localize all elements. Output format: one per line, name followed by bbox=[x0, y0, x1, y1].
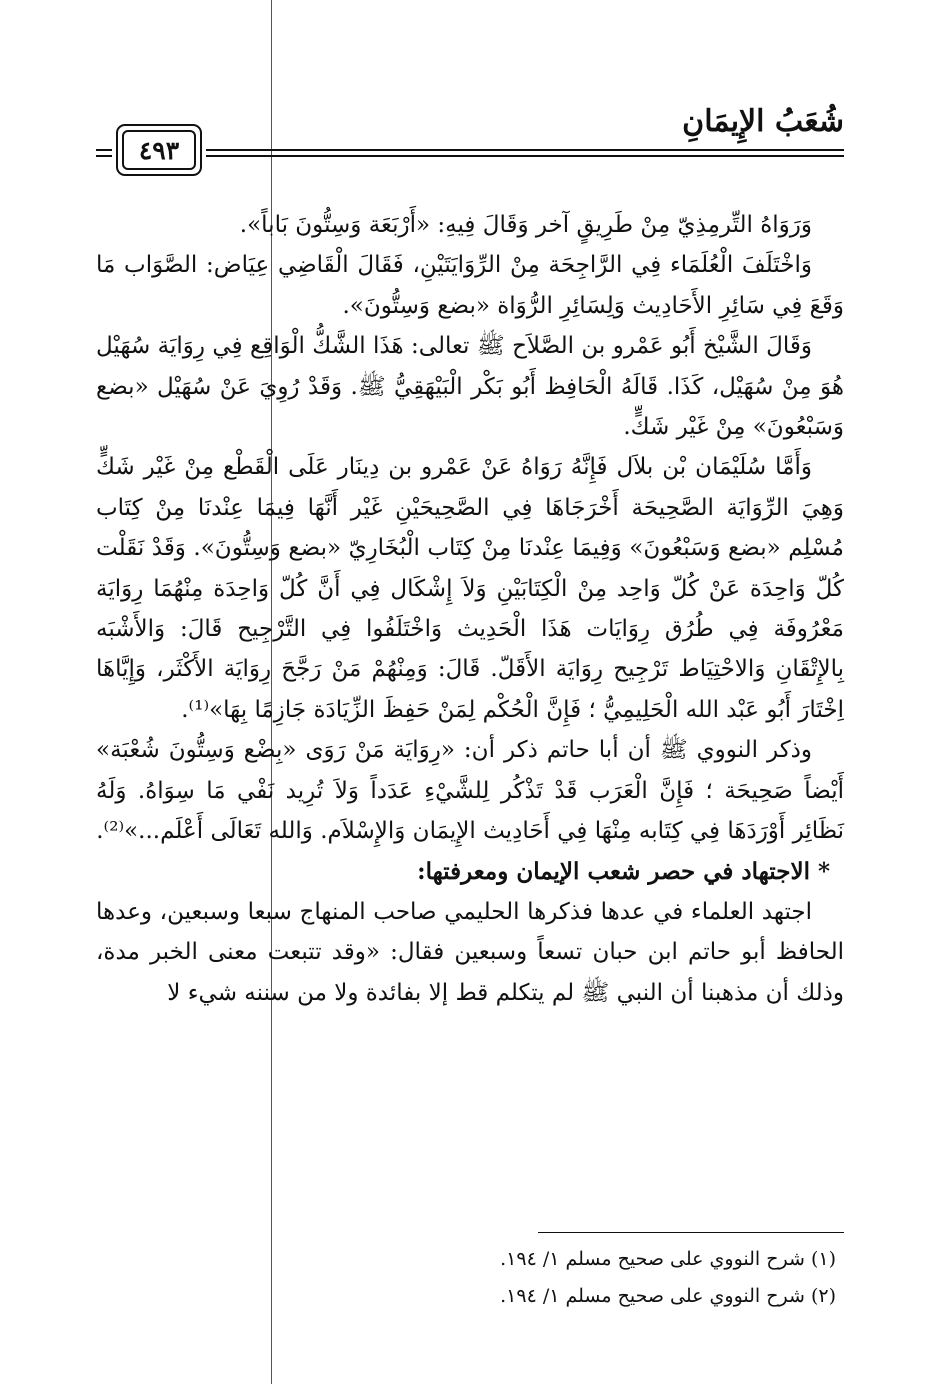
footnotes bbox=[96, 1241, 836, 1315]
header-rule bbox=[206, 155, 844, 157]
page-header bbox=[96, 96, 844, 186]
footnote-divider bbox=[538, 1232, 844, 1233]
page-number: ٤٩٣ bbox=[122, 130, 196, 170]
header-rule bbox=[96, 155, 112, 157]
paragraph: وذكر النووي ﷺ أن أبا حاتم ذكر أن: «رِوَايَة مَنْ رَوَى «بِضْع وَسِتُّونَ شُعْبَة» أَيْضاً صَحِيحَة ؛ فَإِنَّ الْعَرَب قَدْ تَذْكُر لِلشَّيْءِ عَدَداً وَلاَ تُرِيد نَفْي مَا سِوَاهُ. وَلَهُ نَظَائِر أَوْرَدَهَا فِي كِتَابه مِنْهَا فِي أَحَادِيث الإِيمَان وَالإِسْلاَم. وَالله تَعَالَى أَعْلَم...»⁽²⁾. bbox=[96, 737, 844, 845]
footnote: (٢) شرح النووي على صحيح مسلم ١/ ١٩٤. bbox=[500, 1285, 836, 1307]
section-heading: * الاجتهاد في حصر شعب الإيمان ومعرفتها: bbox=[417, 857, 830, 885]
paragraph: وَقَالَ الشَّيْخ أَبُو عَمْرو بن الصَّلاَح ﷺ تعالى: هَذَا الشَّكُّ الْوَاقِع فِي رِوَايَة سُهَيْل هُوَ مِنْ سُهَيْل، كَذَا. قَالَهُ الْحَافِظ أَبُو بَكْر الْبَيْهَقِيُّ ﷺ. وَقَدْ رُوِيَ عَنْ سُهَيْل «بضع وَسَبْعُونَ» مِنْ غَيْر شَكٍّ. bbox=[96, 333, 844, 441]
header-rule bbox=[206, 149, 844, 151]
footnote: (١) شرح النووي على صحيح مسلم ١/ ١٩٤. bbox=[500, 1248, 836, 1270]
paragraph: وَاخْتَلَفَ الْعُلَمَاء فِي الرَّاجِحَة مِنْ الرِّوَايَتَيْنِ، فَقَالَ الْقَاضِي عِيَاض: الصَّوَاب مَا وَقَعَ فِي سَائِرِ الأَحَادِيث وَلِسَائِرِ الرُّوَاة «بضع وَسِتُّونَ». bbox=[96, 252, 844, 319]
page-number-frame bbox=[116, 124, 202, 176]
paragraph: وَأَمَّا سُلَيْمَان بْن بلاَل فَإِنَّهُ رَوَاهُ عَنْ عَمْرو بن دِينَار عَلَى الْقَطْع مِنْ غَيْر شَكٍّ وَهِيَ الرِّوَايَة الصَّحِيحَة أَخْرَجَاهَا فِي الصَّحِيحَيْنِ غَيْر أَنَّهَا فِيمَا عِنْدنَا مِنْ كِتَاب مُسْلِم «بضع وَسَبْعُونَ» وَفِيمَا عِنْدنَا مِنْ كِتَاب الْبُخَارِيّ «بضع وَسِتُّونَ». وَقَدْ نَقَلْت كُلّ وَاحِدَة عَنْ كُلّ وَاحِد مِنْ الْكِتَابَيْنِ وَلاَ إِشْكَال فِي أَنَّ كُلّ وَاحِدَة مِنْهُمَا رِوَايَة مَعْرُوفَة فِي طُرُق رِوَايَات هَذَا الْحَدِيث وَاخْتَلَفُوا فِي التَّرْجِيح قَالَ: وَالأَشْبَه بِالإِتْقَانِ وَالاحْتِيَاط تَرْجِيح رِوَايَة الأَقَلّ. قَالَ: وَمِنْهُمْ مَنْ رَجَّحَ رِوَايَة الأَكْثَر، وَإِيَّاهَا اِخْتَارَ أَبُو عَبْد الله الْحَلِيمِيُّ ؛ فَإِنَّ الْحُكْم لِمَنْ حَفِظَ الزِّيَادَة جَازِمًا بِهَا»⁽¹⁾. bbox=[96, 454, 844, 723]
main-text bbox=[96, 205, 844, 1013]
header-rule bbox=[96, 149, 112, 151]
paragraph: اجتهد العلماء في عدها فذكرها الحليمي صاحب المنهاج سبعا وسبعين، وعدها الحافظ أبو حاتم ابن حبان تسعاً وسبعين فقال: «وقد تتبعت معنى الخبر مدة، وذلك أن مذهبنا أن النبي ﷺ لم يتكلم قط إلا بفائدة ولا من سننه شيء لا bbox=[96, 898, 844, 1006]
paragraph: وَرَوَاهُ التِّرمِذِيّ مِنْ طَرِيقٍ آخر وَقَالَ فِيهِ: «أَرْبَعَة وَسِتُّونَ بَاباً». bbox=[239, 212, 812, 238]
book-title: شُعَبُ الإِيمَانِ bbox=[682, 104, 844, 139]
